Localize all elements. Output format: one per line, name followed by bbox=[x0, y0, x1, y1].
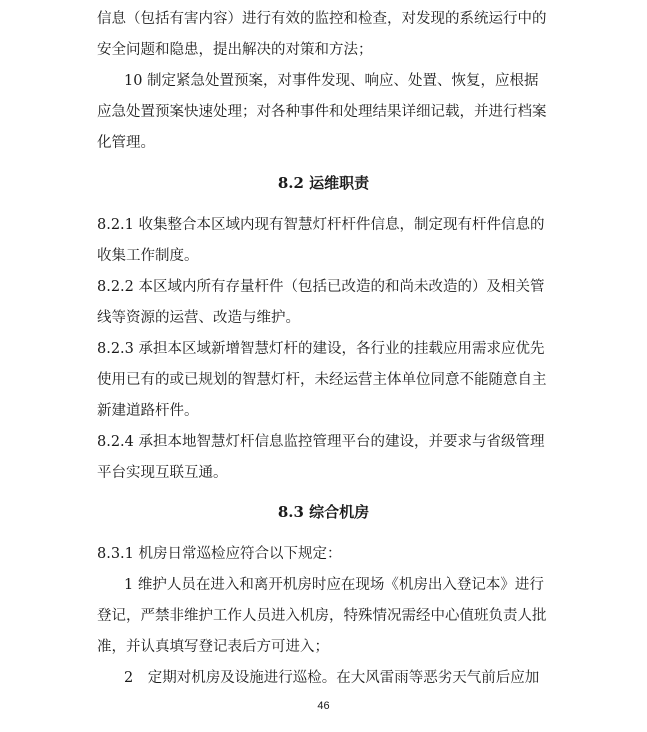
paragraph-line: 信息（包括有害内容）进行有效的监控和检查，对发现的系统运行中的 bbox=[97, 11, 547, 27]
clause-8-2-1-line: 8.2.1 收集整合本区域内现有智慧灯杆杆件信息，制定现有杆件信息的 bbox=[97, 217, 545, 233]
section-heading-8-3: 8.3 综合机房 bbox=[277, 503, 370, 521]
clause-8-2-2-line: 8.2.2 本区域内所有存量杆件（包括已改造的和尚未改造的）及相关管 bbox=[97, 279, 545, 295]
clause-8-2-3-line: 新建道路杆件。 bbox=[97, 403, 199, 419]
item-10-line: 10 制定紧急处置预案，对事件发现、响应、处置、恢复，应根据 bbox=[124, 73, 539, 89]
clause-8-2-3-line: 8.2.3 承担本区域新增智慧灯杆的建设，各行业的挂载应用需求应优先 bbox=[97, 341, 545, 357]
item-1-line: 1 维护人员在进入和离开机房时应在现场《机房出入登记本》进行 bbox=[124, 577, 544, 593]
item-10-line: 应急处置预案快速处理；对各种事件和处理结果详细记载，并进行档案 bbox=[97, 104, 547, 120]
clause-8-2-4-line: 平台实现互联互通。 bbox=[97, 465, 228, 481]
clause-8-2-4-line: 8.2.4 承担本地智慧灯杆信息监控管理平台的建设，并要求与省级管理 bbox=[97, 434, 545, 450]
clause-8-2-1-line: 收集工作制度。 bbox=[97, 248, 199, 264]
item-10-line: 化管理。 bbox=[97, 135, 155, 151]
clause-8-2-2-line: 线等资源的运营、改造与维护。 bbox=[97, 310, 300, 326]
page-number: 46 bbox=[317, 700, 330, 712]
section-heading-8-2: 8.2 运维职责 bbox=[277, 174, 370, 192]
paragraph-line: 安全问题和隐患，提出解决的对策和方法； bbox=[97, 42, 373, 58]
item-1-line: 登记，严禁非维护工作人员进入机房，特殊情况需经中心值班负责人批 bbox=[97, 608, 547, 624]
clause-8-2-3-line: 使用已有的或已规划的智慧灯杆，未经运营主体单位同意不能随意自主 bbox=[97, 372, 547, 388]
item-1-line: 准，并认真填写登记表后方可进入； bbox=[97, 639, 329, 655]
clause-8-3-1-line: 8.3.1 机房日常巡检应符合以下规定： bbox=[97, 546, 342, 562]
item-2-line: 2 定期对机房及设施进行巡检。在大风雷雨等恶劣天气前后应加 bbox=[124, 670, 540, 686]
